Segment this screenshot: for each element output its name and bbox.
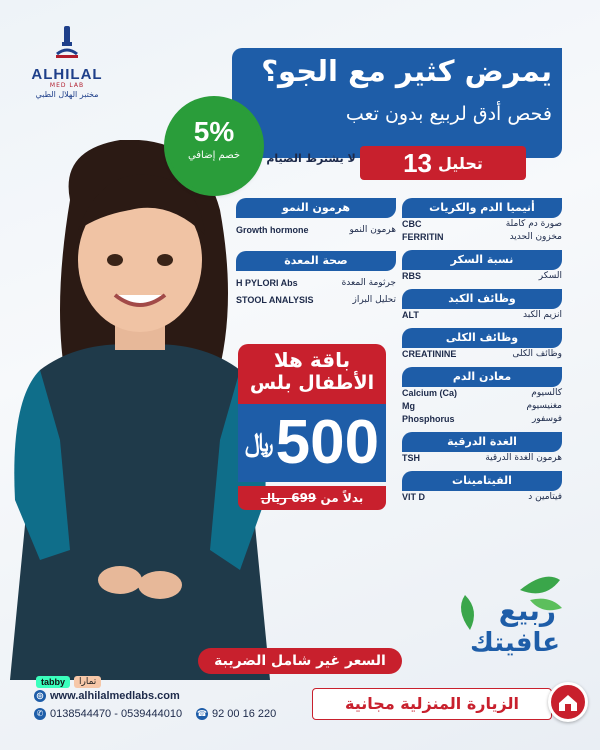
phone-number: 92 00 16 220 — [212, 708, 277, 720]
spring-campaign-logo — [450, 570, 570, 680]
test-row — [236, 277, 396, 290]
test-code: FERRITIN — [402, 232, 444, 242]
whatsapp-icon: ✆ — [34, 708, 46, 720]
test-name: وظائف الكلى — [512, 349, 562, 359]
discount-text: خصم إضافي — [187, 150, 241, 161]
old-price-value: 699 ريال — [260, 491, 317, 505]
test-name: السكر — [538, 271, 562, 281]
test-name: هرمون الغدة الدرقية — [485, 453, 562, 463]
discount-badge — [168, 100, 260, 192]
tests-count-number: 13 — [403, 147, 433, 178]
tabby-logo: tabby — [36, 676, 70, 688]
home-visit-banner: الزيارة المنزلية مجانية — [312, 688, 552, 720]
test-code: VIT D — [402, 492, 426, 502]
test-code: Phosphorus — [402, 414, 455, 424]
microscope-icon — [52, 24, 82, 60]
test-name: تحليل البراز — [352, 295, 396, 305]
brand-logo — [22, 24, 112, 99]
section-title: أنيميا الدم والكريات — [402, 198, 562, 218]
tests-right-column — [402, 198, 562, 504]
test-row — [402, 387, 562, 400]
test-row — [402, 218, 562, 231]
section-title: هرمون النمو — [236, 198, 396, 218]
old-price — [238, 486, 386, 510]
home-visit-icon — [548, 682, 588, 722]
website-link[interactable] — [34, 690, 180, 702]
tests-count-pill — [360, 146, 526, 180]
tamara-logo: تمارا — [74, 676, 101, 688]
price-box — [238, 404, 386, 482]
test-name: كالسيوم — [531, 388, 562, 398]
test-row — [402, 491, 562, 504]
test-row — [402, 348, 562, 361]
test-code: RBS — [402, 271, 422, 281]
brand-name: ALHILAL — [31, 66, 103, 83]
test-name: فوسفور — [531, 414, 562, 424]
headline-title: يمرض كثير مع الجو؟ — [261, 54, 552, 88]
test-section — [402, 250, 562, 283]
brand-subtitle: MED LAB — [49, 82, 85, 89]
test-code: CREATININE — [402, 349, 457, 359]
test-row — [402, 270, 562, 283]
currency-symbol: ﷼ — [244, 427, 274, 458]
package-title — [238, 344, 386, 404]
test-code: TSH — [402, 453, 420, 463]
test-name: هرمون النمو — [349, 225, 396, 235]
phone-contact[interactable] — [196, 708, 276, 720]
test-section — [402, 471, 562, 504]
test-section — [236, 198, 396, 237]
test-name: مغنيسيوم — [526, 401, 562, 411]
section-title: وظائف الكبد — [402, 289, 562, 309]
test-name: مخزون الحديد — [509, 232, 562, 242]
test-name: فيتامين د — [528, 492, 562, 502]
test-code: Growth hormone — [236, 225, 309, 235]
tests-left-column — [236, 198, 396, 307]
test-row — [402, 231, 562, 244]
test-code: ALT — [402, 310, 419, 320]
test-name: انزيم الكبد — [523, 310, 562, 320]
payment-methods — [36, 676, 101, 688]
globe-icon: ◎ — [34, 690, 46, 702]
test-row — [402, 400, 562, 413]
price-value: 500 — [275, 408, 380, 477]
test-section — [402, 328, 562, 361]
tests-count-label: تحليل — [438, 153, 483, 173]
headline-subtitle: فحص أدق لربيع بدون تعب — [345, 103, 552, 125]
test-name: جرثومة المعدة — [341, 278, 396, 288]
phone-icon: ☎ — [197, 709, 207, 718]
test-code: Mg — [402, 401, 415, 411]
spring-word2: عافيتك — [470, 628, 560, 658]
section-title: معادن الدم — [402, 367, 562, 387]
section-title: صحة المعدة — [236, 251, 396, 271]
test-code: H PYLORI Abs — [236, 278, 298, 288]
test-code: CBC — [402, 219, 422, 229]
spring-word1: ربيع — [498, 594, 556, 627]
whatsapp-contact[interactable] — [34, 708, 182, 720]
old-price-prefix: بدلاً من — [320, 491, 364, 505]
test-row — [402, 309, 562, 322]
test-row — [402, 413, 562, 426]
discount-percent: 5% — [193, 116, 235, 147]
package-name-line1: باقة هلا — [273, 348, 351, 372]
test-section — [236, 251, 396, 307]
test-row — [236, 224, 396, 237]
package-name-line2: الأطفال بلس — [249, 372, 375, 394]
test-code: STOOL ANALYSIS — [236, 295, 314, 305]
section-title: الغدة الدرقية — [402, 432, 562, 452]
section-title: وظائف الكلى — [402, 328, 562, 348]
test-row — [402, 452, 562, 465]
no-fasting-note: لا يشترط الصيام — [266, 152, 356, 165]
test-row — [236, 294, 396, 307]
test-name: صورة دم كاملة — [505, 219, 562, 229]
test-code: Calcium (Ca) — [402, 388, 458, 398]
section-title: الفيتامينات — [402, 471, 562, 491]
section-title: نسبة السكر — [402, 250, 562, 270]
website-url: www.alhilalmedlabs.com — [50, 690, 180, 702]
tax-note: السعر غير شامل الضريبة — [198, 648, 402, 674]
test-section — [402, 432, 562, 465]
whatsapp-numbers: 0138544470 - 0539444010 — [50, 708, 183, 720]
test-section — [402, 367, 562, 426]
test-section — [402, 289, 562, 322]
brand-name-arabic: مختبر الهلال الطبي — [35, 90, 99, 99]
test-section — [402, 198, 562, 244]
